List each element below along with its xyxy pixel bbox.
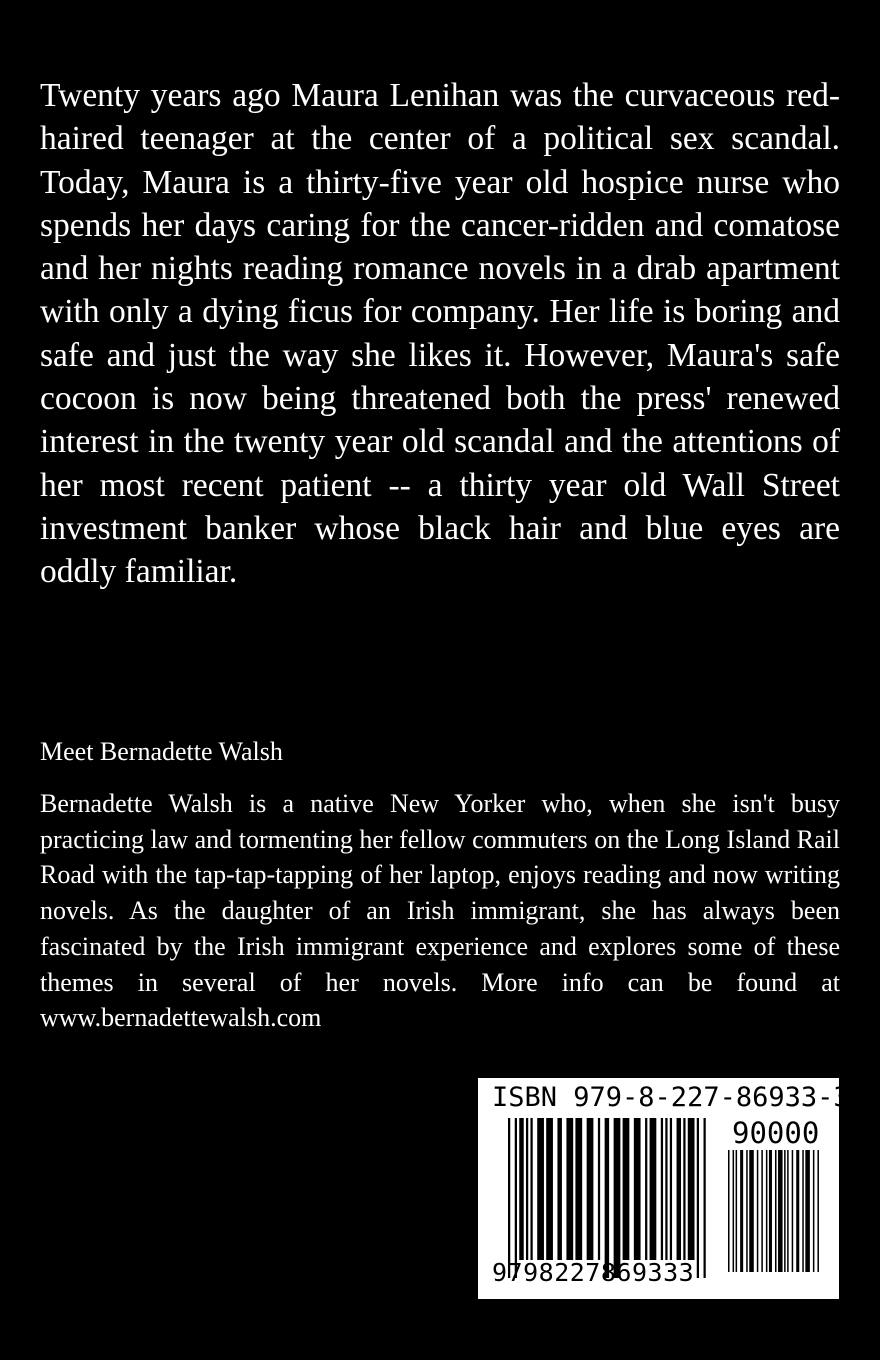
barcode-bar [605, 1118, 609, 1278]
barcode-bar [778, 1150, 783, 1272]
back-cover-blurb: Twenty years ago Maura Lenihan was the curvaceous red-haired teenager at the center of a political sex scandal. Today, Maura is a thirty-five year old hospice nurse who spends her days caring for the cancer-ridden and comatose and her nights reading romance novels in a drab apartment with only a dying ficus for company. Her life is boring and safe and just the way she likes it. However, Maura's safe cocoon is now being threatened both the press' renewed interest in the twenty year old scandal and the attentions of her most recent patient -- a thirty year old Wall Street investment banker whose black hair and blue eyes are oddly familiar. [40, 77, 840, 591]
barcode-bar [508, 1118, 510, 1278]
barcode-bar [634, 1118, 641, 1260]
barcode-bar [697, 1118, 699, 1278]
barcode-bar [802, 1150, 804, 1272]
isbn-label: ISBN 979-8-227-86933-3 [492, 1082, 850, 1113]
barcode-bar [587, 1118, 594, 1260]
barcode-bar [796, 1150, 799, 1272]
barcode-bar [746, 1150, 748, 1272]
barcode-bar [661, 1118, 663, 1260]
barcode-bar [623, 1118, 630, 1260]
barcode-bar [775, 1150, 777, 1272]
barcode-bar [546, 1118, 553, 1260]
addon-barcode-bars [728, 1150, 822, 1290]
barcode-bar [736, 1150, 738, 1272]
barcode-bar [598, 1118, 600, 1260]
barcode-bar [526, 1118, 528, 1260]
author-section-heading: Meet Bernadette Walsh [40, 737, 283, 766]
barcode-bar [817, 1150, 819, 1272]
barcode-bar [761, 1150, 763, 1272]
barcode-bar [575, 1118, 582, 1260]
barcode-bar [670, 1118, 672, 1260]
price-code: 90000 [732, 1116, 820, 1150]
ean-barcode-bars [508, 1118, 708, 1278]
ean-digits: 9798227869333 [492, 1258, 695, 1287]
barcode-bar [704, 1118, 706, 1278]
isbn-barcode [478, 1078, 850, 1299]
barcode-bar [757, 1150, 759, 1272]
barcode-bar [740, 1150, 743, 1272]
barcode-bar [566, 1118, 573, 1260]
barcode-bar [530, 1118, 532, 1260]
barcode-bar [769, 1150, 772, 1272]
barcode-bar [813, 1150, 815, 1272]
barcode-bar [749, 1150, 754, 1272]
barcode-bar [645, 1118, 647, 1260]
barcode-bar [792, 1150, 794, 1272]
barcode-bar [557, 1118, 561, 1260]
barcode-bar [537, 1118, 544, 1260]
barcode-bar [784, 1150, 786, 1272]
barcode-bar [766, 1150, 768, 1272]
barcode-bar [515, 1118, 517, 1278]
barcode-bar [728, 1150, 730, 1272]
barcode-bar [677, 1118, 681, 1260]
barcode-bar [805, 1150, 810, 1272]
barcode-bar [519, 1118, 523, 1260]
barcode-bar [733, 1150, 735, 1272]
barcode-bar [650, 1118, 657, 1260]
barcode-bar [688, 1118, 695, 1260]
barcode-bar [683, 1118, 685, 1260]
barcode-bar [787, 1150, 789, 1272]
barcode-bar [665, 1118, 667, 1260]
author-bio: Bernadette Walsh is a native New Yorker who, when she isn't busy practicing law and tormenting her fellow commuters on the Long Island Rail Road with the tap-tap-tapping of her laptop, enjoys reading and now writing novels. As the daughter of an Irish immigrant, she has always been fascinated by the Irish immigrant experience and explores some of these themes in several of her novels. More info can be found at www.bernadettewalsh.com [40, 789, 840, 1033]
barcode-bar [614, 1118, 621, 1278]
